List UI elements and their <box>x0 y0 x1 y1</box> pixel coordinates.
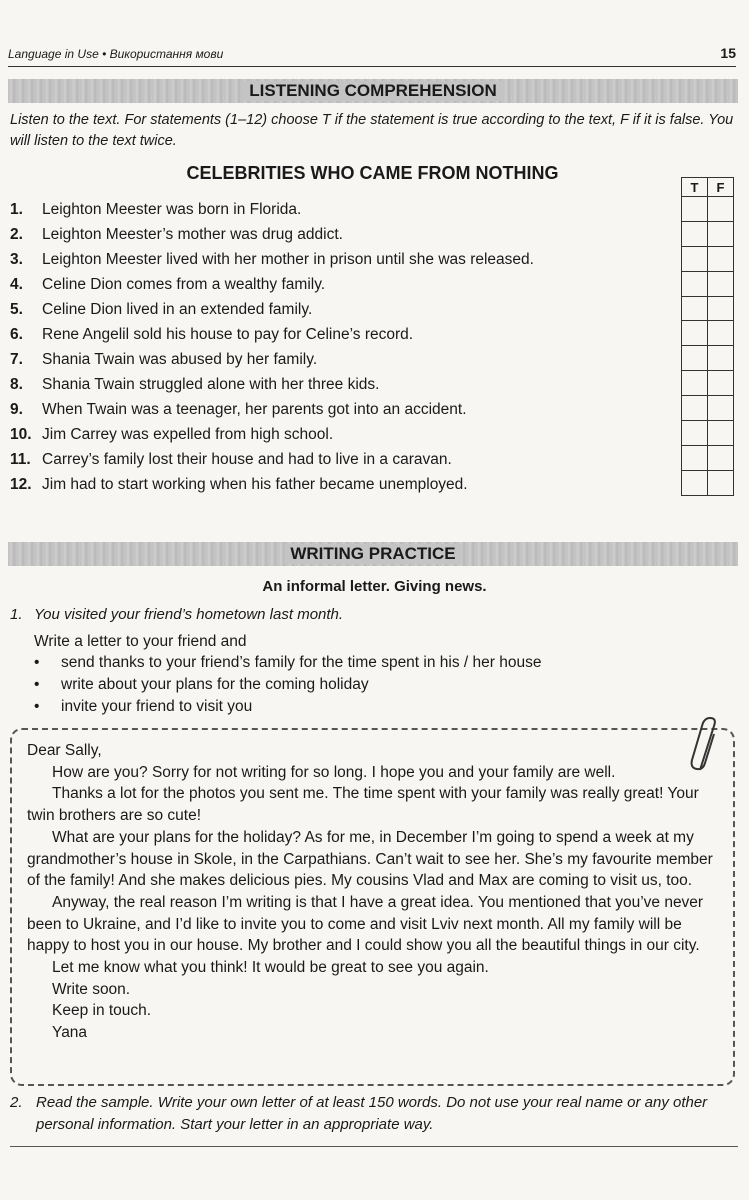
true-false-grid <box>681 177 734 496</box>
tf-row <box>682 346 734 371</box>
tf-row <box>682 445 734 470</box>
statement-number: 10. <box>10 426 32 443</box>
statement-number: 3. <box>10 251 23 268</box>
statement-item <box>10 475 670 500</box>
statement-text: Shania Twain was abused by her family. <box>42 351 318 368</box>
tf-row <box>682 296 734 321</box>
statement-item <box>10 450 670 475</box>
listening-heading: LISTENING COMPREHENSION <box>243 81 502 101</box>
tf-cell-false[interactable] <box>708 271 734 296</box>
statement-item <box>10 350 670 375</box>
tf-cell-false[interactable] <box>708 371 734 396</box>
statement-item <box>10 325 670 350</box>
statement-number: 4. <box>10 276 23 293</box>
statement-item <box>10 425 670 450</box>
tf-cell-true[interactable] <box>682 445 708 470</box>
statement-number: 7. <box>10 351 23 368</box>
sample-letter <box>27 740 723 1044</box>
statement-item <box>10 300 670 325</box>
statement-number: 8. <box>10 376 23 393</box>
tf-row <box>682 321 734 346</box>
statement-item <box>10 275 670 300</box>
statement-text: Celine Dion comes from a wealthy family. <box>42 276 326 293</box>
tf-cell-true[interactable] <box>682 197 708 222</box>
statement-number: 11. <box>10 451 31 468</box>
task-2 <box>10 1092 738 1136</box>
statement-item <box>10 250 670 275</box>
tf-row <box>682 421 734 446</box>
section-title: Language in Use • Використання мови <box>8 47 224 61</box>
listening-banner <box>8 79 738 103</box>
tf-row <box>682 371 734 396</box>
letter-paragraph: How are you? Sorry for not writing for so long. I hope you and your family are well. <box>52 763 616 781</box>
statement-item <box>10 225 670 250</box>
tf-cell-true[interactable] <box>682 271 708 296</box>
tf-cell-true[interactable] <box>682 470 708 495</box>
task-1-number: 1. <box>10 606 23 623</box>
letter-paragraph: What are your plans for the holiday? As for me, in December I’m going to spend a week at my grandmother’s house in Skole, in the Carpathians. Can’t wait to see her. She’s my favourite member of the family! And she makes delicious pies. My cousins Vlad and Max are coming to visit us, too. <box>27 828 713 890</box>
tf-cell-true[interactable] <box>682 321 708 346</box>
tf-cell-false[interactable] <box>708 296 734 321</box>
tf-cell-false[interactable] <box>708 421 734 446</box>
letter-closing: Write soon. <box>52 980 131 998</box>
letter-signature: Yana <box>52 1024 88 1042</box>
statement-text: When Twain was a teenager, her parents got into an accident. <box>42 401 467 418</box>
statement-text: Jim Carrey was expelled from high school. <box>42 426 334 443</box>
tf-cell-true[interactable] <box>682 371 708 396</box>
page-number: 15 <box>720 45 736 61</box>
statement-number: 6. <box>10 326 23 343</box>
tf-header-true: T <box>682 178 708 197</box>
task-2-text: Read the sample. Write your own letter of at least 150 words. Do not use your real name or any other personal information. Start your letter in an appropriate way. <box>36 1094 708 1133</box>
statement-number: 1. <box>10 201 23 218</box>
letter-closing: Keep in touch. <box>52 1002 152 1020</box>
tf-cell-false[interactable] <box>708 321 734 346</box>
tf-cell-false[interactable] <box>708 470 734 495</box>
tf-cell-true[interactable] <box>682 421 708 446</box>
letter-paragraph: Thanks a lot for the photos you sent me. The time spent with your family was really great! Your twin brothers are so cute! <box>27 785 699 825</box>
statement-list <box>10 200 670 500</box>
tf-row <box>682 246 734 271</box>
statement-number: 9. <box>10 401 23 418</box>
statement-text: Shania Twain struggled alone with her three kids. <box>42 376 380 393</box>
task-1-lead: Write a letter to your friend and <box>34 633 247 650</box>
statement-text: Leighton Meester lived with her mother in prison until she was released. <box>42 251 534 268</box>
listening-title: CELEBRITIES WHO CAME FROM NOTHING <box>186 163 559 183</box>
tf-row <box>682 396 734 421</box>
tf-cell-true[interactable] <box>682 346 708 371</box>
tf-cell-false[interactable] <box>708 445 734 470</box>
tf-cell-false[interactable] <box>708 246 734 271</box>
bottom-rule <box>10 1146 738 1147</box>
writing-subtitle: An informal letter. Giving news. <box>262 578 487 595</box>
statement-item <box>10 400 670 425</box>
tf-cell-true[interactable] <box>682 246 708 271</box>
tf-row <box>682 221 734 246</box>
tf-cell-true[interactable] <box>682 396 708 421</box>
statement-item <box>10 200 670 225</box>
tf-cell-true[interactable] <box>682 296 708 321</box>
statement-number: 5. <box>10 301 23 318</box>
letter-greeting: Dear Sally, <box>27 742 102 759</box>
statement-text: Carrey’s family lost their house and had to live in a caravan. <box>42 451 452 468</box>
statement-text: Leighton Meester was born in Florida. <box>42 201 302 218</box>
letter-paragraph: Let me know what you think! It would be great to see you again. <box>52 959 489 977</box>
tf-cell-false[interactable] <box>708 396 734 421</box>
tf-cell-false[interactable] <box>708 221 734 246</box>
page-header <box>8 44 736 67</box>
statement-number: 12. <box>10 476 32 493</box>
listening-instructions: Listen to the text. For statements (1–12) choose T if the statement is true according to the text, F if it is false. You will listen to the text twice. <box>10 112 734 149</box>
statement-text: Jim had to start working when his father became unemployed. <box>42 476 468 493</box>
statement-text: Celine Dion lived in an extended family. <box>42 301 313 318</box>
statement-text: Rene Angelil sold his house to pay for Celine’s record. <box>42 326 414 343</box>
task-1-text: You visited your friend’s hometown last month. <box>34 606 344 623</box>
statement-text: Leighton Meester’s mother was drug addict. <box>42 226 343 243</box>
letter-paragraph: Anyway, the real reason I’m writing is that I have a great idea. You mentioned that you’ve never been to Ukraine, and I’d like to invite you to come and visit Lviv next month. All my family will be happy to host you in our house. My brother and I could show you all the beautiful things in our city. <box>27 893 704 955</box>
tf-row <box>682 271 734 296</box>
tf-cell-true[interactable] <box>682 221 708 246</box>
writing-heading: WRITING PRACTICE <box>284 544 461 564</box>
workbook-page: Language in Use • Використання мови 15 LISTENING COMPREHENSION Listen to the text. For statements (1–12) choose T if the statement is true according to the text, F if it is false. You will listen to the text twice. CELEBRITIES WHO CAME FROM NOTHING 1. Leighton Meester was born in Florida. 2. Leighton Meester’s mother was drug addict. 3. Leighton Meester lived with her mother in prison until she was released. 4. Celine Dion comes from a wealthy family. 5. Celine Dion lived in an extended family. 6. Rene Angelil sold his house to pay for Celine’s record. 7. Shania Twain was abused by her family. 8. Shania Twain struggled alone with her three kids. 9. When Twain was a teenager, her parents got into an accident. 10. Jim Carrey was expelled from high school. 11. Carrey’s family lost their house and had to live in a caravan. 12. Jim had to start working when his father became unemployed. T F WRITING PRACTICE An informal letter. Giving news. 1. You visited your friend’s hometown last month. Write a letter to your friend and • send thanks to your friend’s family for the time spent in his / her house • write about your plans for the coming holiday • invite your friend to visit you Dear Sally, How are you? Sorry for not writing for so long. I hope you and your family are well. Thanks a lot for the photos you sent me. The time spent with your family was really great! Your twin brothers are so cute! What are your plans for the holiday? As for me, in December I’m going to spend a week at my grandmother’s house in Skole, in the Carpathians. Can’t wait to see her. She’s my favourite member of the family! And she makes delicious pies. My cousins Vlad and Max are coming to visit us, too. Anyway, the real reason I’m writing is that I have a great idea. You mentioned that you’ve never been to Ukraine, and I’d like to invite you to come and visit Lviv next month. All my family will be happy to host you in our house. My brother and I could show you all the beautiful things in our city. Let me know what you think! It would be great to see you again. Write soon. Keep in touch. Yana 2. Read the sample. Write your own letter of at least 150 words. Do not use your real name or any other personal information. Start your letter in an appropriate way. <box>0 0 749 1200</box>
tf-cell-false[interactable] <box>708 346 734 371</box>
statement-item <box>10 375 670 400</box>
tf-header-false: F <box>708 178 734 197</box>
tf-cell-false[interactable] <box>708 197 734 222</box>
tf-row <box>682 470 734 495</box>
tf-row <box>682 197 734 222</box>
task-2-number: 2. <box>10 1094 23 1111</box>
writing-banner <box>8 542 738 566</box>
statement-number: 2. <box>10 226 23 243</box>
